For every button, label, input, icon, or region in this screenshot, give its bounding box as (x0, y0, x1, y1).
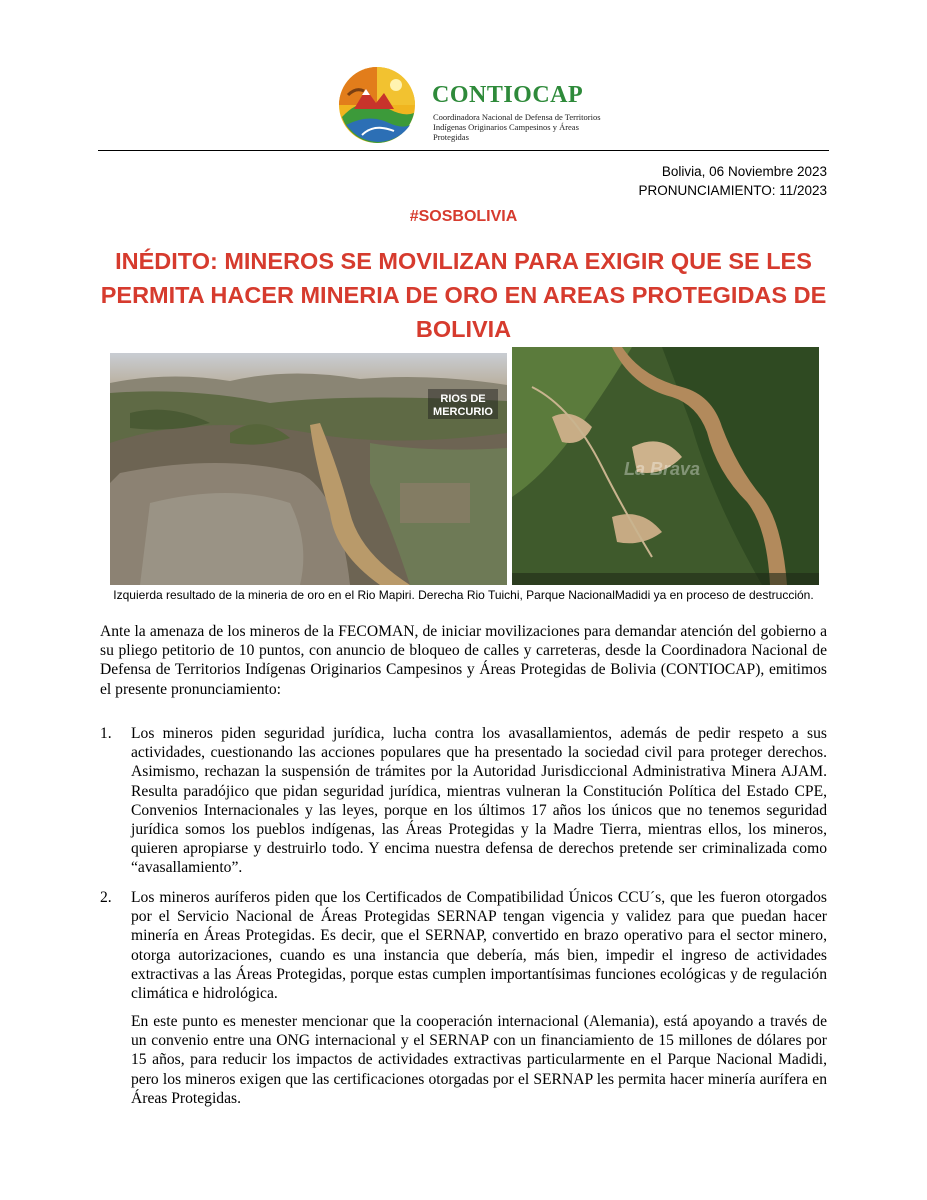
list-item-number: 1. (100, 725, 112, 742)
org-full-name (433, 112, 603, 142)
photo-caption: Izquierda resultado de la mineria de oro en el Rio Mapiri. Derecha Rio Tuichi, Parque NacionalMadidi ya en proceso de destrucción. (113, 588, 814, 602)
watermark-rios-line1: RIOS DE (440, 393, 486, 405)
org-name: CONTIOCAP (432, 82, 584, 108)
pronouncement-number: PRONUNCIAMIENTO: 11/2023 (638, 183, 827, 198)
hashtag: #SOSBOLIVIA (409, 208, 518, 225)
list-item-text: Los mineros auríferos piden que los Certificados de Compatibilidad Únicos CCU´s, que les fueron otorgados por el Servicio Nacional de Áreas Protegidas SERNAP tengan vigencia y validez para que puedan hacer minería en Áreas Protegidas. Es decir, que el SERNAP, convertido en brazo operativo para el sector minero, otorga autorizaciones, cuando es una instancia que debería, más bien, impedir el ingreso de actividades extractivas a las Áreas Protegidas, porque estas cumplen importantísimas funciones ecológicas y de regulación climática e hidrológica. (131, 889, 827, 1003)
place-date: Bolivia, 06 Noviembre 2023 (661, 164, 827, 179)
rio-tuichi-image (512, 347, 819, 585)
header-logo (334, 65, 601, 147)
org-full-line-1: Coordinadora Nacional de Defensa de Territorios (433, 112, 601, 122)
header-divider (98, 150, 829, 151)
photo-rio-mapiri (110, 353, 507, 585)
contiocap-logo-icon (334, 65, 424, 145)
rio-mapiri-image (110, 353, 507, 585)
photo-rio-tuichi (512, 347, 819, 585)
watermark-rios-line2: MERCURIO (433, 406, 493, 418)
list-item-text: Los mineros piden seguridad jurídica, lucha contra los avasallamientos, además de pedir respeto a sus actividades, cuestionando las acciones populares que ha presentado la sociedad civil para proteger derechos. Asimismo, rechazan la suspensión de trámites por la Autoridad Jurisdiccional Administrativa Minera AJAM. Resulta paradójico que pidan seguridad jurídica, mientras vulneran la Constitución Política del Estado CPE, Convenios Internacionales y las leyes, porque en los últimos 17 años los únicos que no tenemos seguridad jurídica somos los pueblos indígenas, las Áreas Protegidas y la Madre Tierra, mientras ellos, los mineros, quieren apropiarse y destruirlo todo. Y encima nuestra defensa de derechos pretende ser criminalizada como “avasallamiento”. (131, 725, 827, 877)
watermark-la-brava: La Brava (623, 459, 701, 479)
org-full-line-2: Indígenas Originarios Campesinos y Áreas Protegidas (433, 122, 579, 142)
list-item (100, 724, 827, 878)
document-title: INÉDITO: MINEROS SE MOVILIZAN PARA EXIGIR QUE SE LES PERMITA HACER MINERIA DE ORO EN AREAS PROTEGIDAS DE BOLIVIA (100, 248, 827, 342)
list-item-continuation: En este punto es menester mencionar que la cooperación internacional (Alemania), está apoyando a través de un convenio entre una ONG internacional y el SERNAP con un financiamiento de 15 millones de dólares por 15 años, para reducir los impactos de actividades extractivas particularmente en el Parque Nacional Madidi, pero los mineros exigen que las certificaciones otorgadas por el SERNAP les permita hacer minería aurífera en Áreas Protegidas. (131, 1013, 827, 1107)
intro-paragraph: Ante la amenaza de los mineros de la FECOMAN, de iniciar movilizaciones para demandar atención del gobierno a su pliego petitorio de 10 puntos, con anuncio de bloqueo de calles y carreteras, desde la Coordinadora Nacional de Defensa de Territorios Indígenas Originarios Campesinos y Áreas Protegidas de Bolivia (CONTIOCAP), emitimos el presente pronunciamiento: (100, 623, 827, 698)
list-item (100, 888, 827, 1003)
document-meta (638, 162, 827, 200)
list-item-number: 2. (100, 889, 112, 906)
